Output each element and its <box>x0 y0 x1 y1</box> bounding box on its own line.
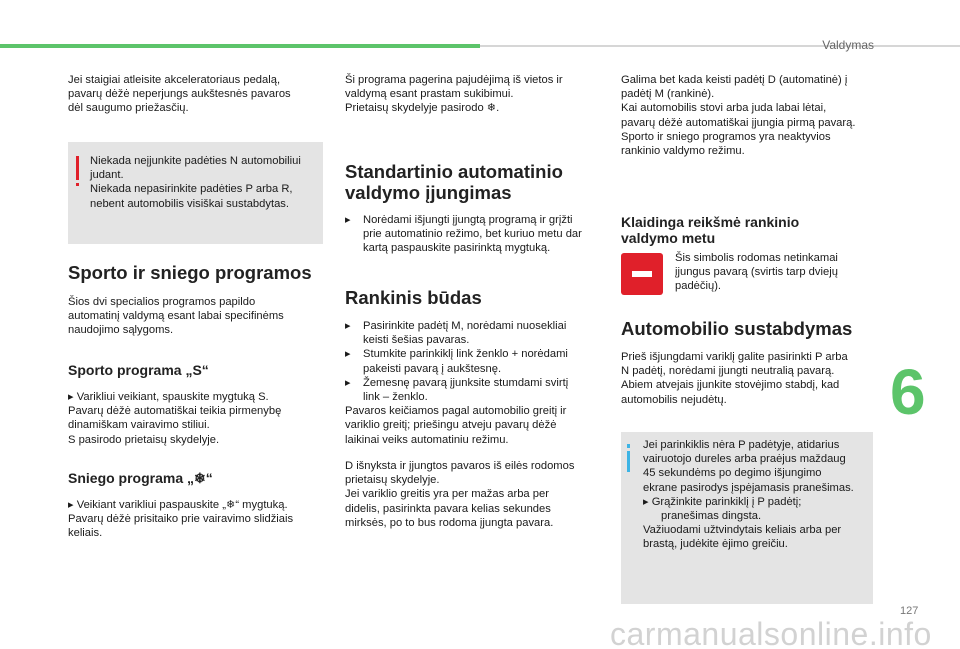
col2-std-text: ▸ Norėdami išjungti įjungtą programą ir grįžti prie automatinio režimo, bet kuriuo metu dar kartą paspauskite pasirinktą mygtuką. <box>345 214 582 255</box>
page-number: 127 <box>900 605 919 617</box>
info-box <box>621 432 873 604</box>
col1-snow-text: ▸ Veikiant varikliui paspauskite „❄“ mygtuką. Pavarų dėžė prisitaiko prie vairavimo slidžiais keliais. <box>68 499 294 540</box>
heading-standard-auto: Standartinio automatinio valdymo įjungimas <box>345 161 563 203</box>
gear-fault-icon <box>621 253 663 295</box>
bullet-icon: ▸ <box>68 391 74 403</box>
heading-sport-program: Sporto programa „S“ <box>68 362 209 378</box>
bullet-icon: ▸ <box>68 499 74 511</box>
bullet-icon: ▸ <box>345 320 351 332</box>
bullet-icon: ▸ <box>345 214 351 226</box>
heading-wrong-value: Klaidinga reikšmė rankinio valdymo metu <box>621 214 800 246</box>
info-icon-dot <box>627 444 630 448</box>
info-text: Jei parinkiklis nėra P padėtyje, atidarius vairuotojo dureles arba praėjus maždaug 45 sekundėms po degimo išjungimo ekrane pasirodys įspėjamasis pranešimas. ▸ Grąžinkite parinkiklį į P padėtį; pranešimas dingsta. Važiuodami užtvindytais keliais arba per brastą, judėkite ėjimo greičiu. <box>643 439 854 551</box>
col1-sport-text: ▸ Varikliui veikiant, spauskite mygtuką S. Pavarų dėžė automatiškai teikia pirmenybę dinamiškam vairavimo stiliui. S pasirodo prietaisų skydelyje. <box>68 391 282 446</box>
col3-stop-text: Prieš išjungdami variklį galite pasirinkti P arba N padėtį, norėdami įjungti neutralią pavarą. Abiem atvejais įjunkite stovėjimo stabdį, kad automobilis nejudėtų. <box>621 351 848 406</box>
col2-intro: Ši programa pagerina pajudėjimą iš vietos ir valdymą esant prastam sukibimui. Prietaisų skydelyje pasirodo ❄. <box>345 74 563 115</box>
warning-text: Niekada neįjunkite padėties N automobiliui judant. Niekada nepasirinkite padėties P arba R, nebent automobilis visiškai sustabdytas. <box>90 155 301 210</box>
bullet-icon: ▸ <box>345 376 351 389</box>
bullet-icon: ▸ <box>643 495 649 508</box>
heading-stopping: Automobilio sustabdymas <box>621 318 853 339</box>
col1-intro: Jei staigiai atleisite akceleratoriaus pedalą, pavarų dėžė neperjungs aukštesnės pavaros dėl saugumo priežasčių. <box>68 74 291 115</box>
heading-sport-snow: Sporto ir sniego programos <box>68 262 312 283</box>
warning-icon-dot <box>76 183 79 186</box>
warning-box <box>68 142 323 244</box>
chapter-number: 6 <box>890 356 926 428</box>
heading-manual-mode: Rankinis būdas <box>345 287 482 308</box>
col1-sport-intro: Šios dvi specialios programos papildo automatinį valdymą esant labai specifinėms naudojimo sąlygoms. <box>68 296 284 337</box>
header-rule <box>480 45 960 47</box>
header-accent-bar <box>0 44 480 48</box>
col2-manual-text: ▸ Pasirinkite padėtį M, norėdami nuosekliai keisti šešias pavaras. ▸ Stumkite parinkiklį link ženklo + norėdami pakeisti pavarą į aukštesnę. ▸ Žemesnę pavarą įjunksite stumdami svirtį link – ženklo. Pavaros keičiamos pagal automobilio greitį ir variklio greitį; priešingu atveju pavarų dėžė laikinai veiks automatiniu režimu. <box>345 320 569 446</box>
warning-icon <box>76 156 79 180</box>
chapter-title: Valdymas <box>822 38 874 52</box>
col2-manual-d-text: D išnyksta ir įjungtos pavaros iš eilės rodomos prietaisų skydelyje. Jei variklio greitis yra per mažas arba per didelis, pasirinkta pavara kelias sekundes mirksės, po to bus rodoma įjungta pavara. <box>345 460 575 529</box>
col3-wrong-text: Šis simbolis rodomas netinkamai įjungus pavarą (svirtis tarp dviejų padėčių). <box>675 252 838 293</box>
heading-snow-program: Sniego programa „❄“ <box>68 470 213 486</box>
watermark: carmanualsonline.info <box>610 616 932 649</box>
col3-intro: Galima bet kada keisti padėtį D (automatinė) į padėtį M (rankinė). Kai automobilis stovi arba juda labai lėtai, pavarų dėžė automatiškai įjungia pirmą pavarą. Sporto ir sniego programos yra neaktyvios rankinio valdymo režimu. <box>621 74 856 158</box>
bullet-icon: ▸ <box>345 348 351 361</box>
info-icon <box>627 451 630 472</box>
